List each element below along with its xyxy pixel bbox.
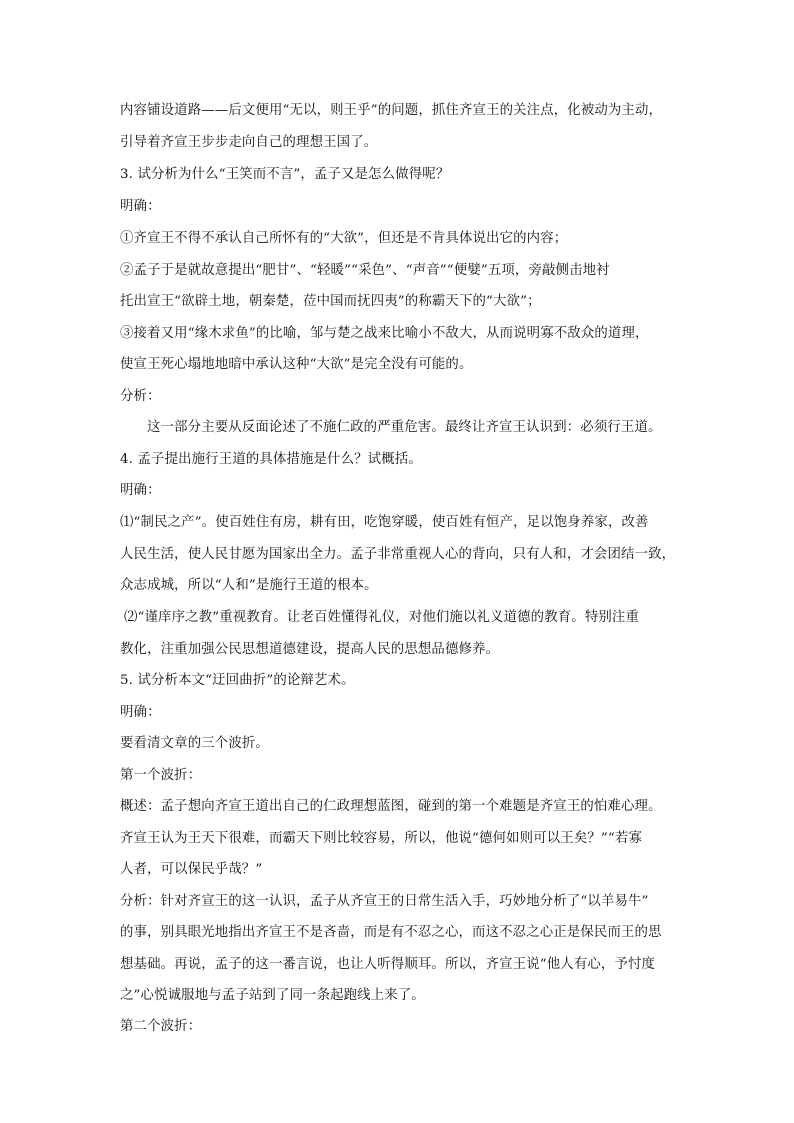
text-line: 引导着齐宣王步步走向自己的理想王国了。 — [120, 135, 378, 150]
text-line: 人者，可以保民乎哉？” — [120, 862, 263, 877]
question-heading: 5. 试分析本文“迂回曲折”的论辩艺术。 — [120, 673, 355, 688]
text-line: 使宣王死心塌地地暗中承认这种“大欲”是完全没有可能的。 — [120, 357, 473, 372]
label-fenxi: 分析： — [120, 389, 161, 404]
text-line: 这一部分主要从反面论述了不施仁政的严重危害。最终让齐宣王认识到：必须行王道。 — [147, 420, 662, 435]
text-line: ③接着又用“缘木求鱼”的比喻，邹与楚之战来比喻小不敌大，从而说明寡不敌众的道理， — [120, 326, 649, 341]
text-line: ②孟子于是就故意提出“肥甘”、“轻暖”“采色”、“声音”“便嬖”五项，旁敲侧击地衬 — [120, 263, 610, 278]
text-line: 众志成城，所以“人和”是施行王道的根本。 — [120, 578, 378, 593]
label-mingque: 明确： — [120, 705, 161, 720]
text-line: 教化，注重加强公民思想道德建设，提高人民的思想品德修养。 — [120, 642, 500, 657]
text-line: 之”心悦诚服地与孟子站到了同一条起跑线上来了。 — [120, 988, 425, 1003]
text-line: ⑵“谨庠序之教”重视教育。让老百姓懂得礼仪，对他们施以礼义道德的教育。特别注重 — [124, 610, 639, 625]
text-line: 托出宣王“欲辟土地，朝秦楚，莅中国而抚四夷”的称霸天下的“大欲”； — [120, 294, 541, 309]
text-line: 分析：针对齐宣王的这一认识，孟子从齐宣王的日常生活入手，巧妙地分析了“以羊易牛” — [120, 894, 649, 909]
text-line: 的事，别具眼光地指出齐宣王不是吝啬，而是有不忍之心，而这不忍之心正是保民而王的思 — [120, 925, 662, 940]
text-line: ①齐宣王不得不承认自己所怀有的“大欲”，但还是不肯具体说出它的内容； — [120, 231, 568, 246]
label-mingque: 明确： — [120, 199, 161, 214]
question-heading: 3. 试分析为什么“王笑而不言”，孟子又是怎么做得呢？ — [120, 167, 450, 182]
text-line: 要看清文章的三个波折。 — [120, 736, 269, 751]
label-mingque: 明确： — [120, 483, 161, 498]
text-line: 想基础。再说，孟子的这一番言说，也让人听得顺耳。所以，齐宣王说“他人有心，予忖度 — [120, 957, 656, 972]
text-line: 概述：孟子想向齐宣王道出自己的仁政理想蓝图，碰到的第一个难题是齐宣王的怕难心理。 — [120, 799, 662, 814]
text-line: 第一个波折： — [120, 768, 202, 783]
question-heading: 4. 孟子提出施行王道的具体措施是什么？试概括。 — [120, 452, 422, 467]
text-line: 内容铺设道路——后文便用“无以，则王乎”的问题，抓住齐宣王的关注点，化被动为主动， — [120, 103, 663, 118]
text-line: 人民生活，使人民甘愿为国家出全力。孟子非常重视人心的背向，只有人和，才会团结一致， — [120, 547, 676, 562]
text-line: ⑴“制民之产”。使百姓住有房，耕有田，吃饱穿暖，使百姓有恒产，足以饱身养家，改善 — [120, 515, 649, 530]
text-line: 齐宣王认为王天下很难，而霸天下则比较容易，所以，他说“德何如则可以王矣？”“若寡 — [120, 831, 642, 846]
text-line: 第二个波折： — [120, 1019, 202, 1034]
